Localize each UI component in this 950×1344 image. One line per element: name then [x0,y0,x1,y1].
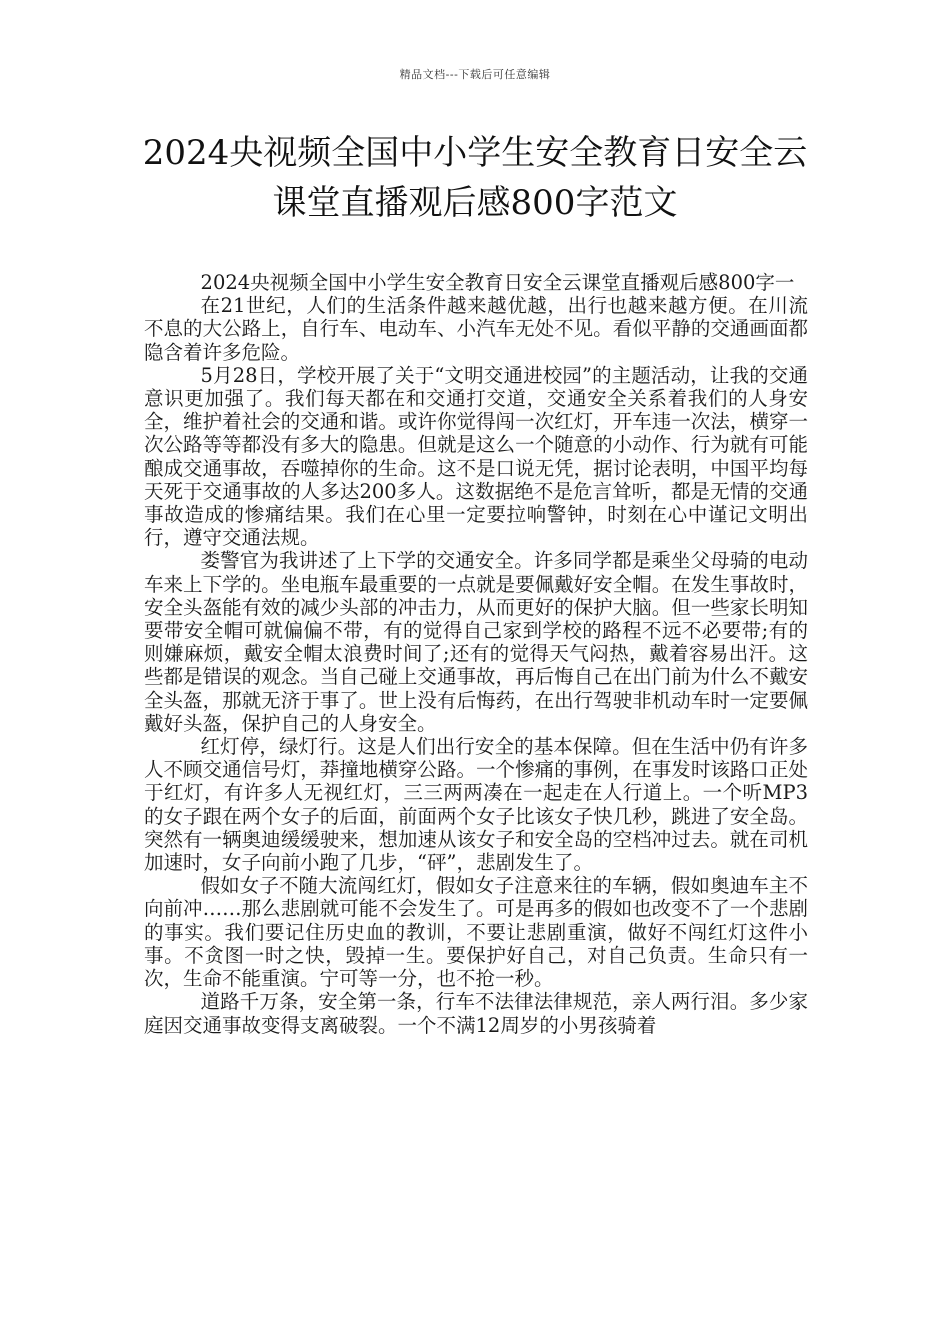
paragraph: 假如女子不随大流闯红灯，假如女子注意来往的车辆，假如奥迪车主不向前冲……那么悲剧就可能不会发生了。可是再多的假如也改变不了一个悲剧的事实。我们要记住历史血的教训，不要让悲剧重演，做好不闯红灯这件小事。不贪图一时之快，毁掉一生。要保护好自己，对自己负责。生命只有一次，生命不能重演。宁可等一分，也不抢一秒。 [144,874,808,991]
paragraph: 5月28日，学校开展了关于“文明交通进校园”的主题活动，让我的交通意识更加强了。我们每天都在和交通打交道，交通安全关系着我们的人身安全，维护着社会的交通和谐。或许你觉得闯一次红灯，开车违一次法，横穿一次公路等等都没有多大的隐患。但就是这么一个随意的小动作、行为就有可能酿成交通事故，吞噬掉你的生命。这不是口说无凭，据讨论表明，中国平均每天死于交通事故的人多达200多人。这数据绝不是危言耸听，都是无情的交通事故造成的惨痛结果。我们在心里一定要拉响警钟，时刻在心中谨记文明出行，遵守交通法规。 [144,363,808,550]
document-title: 2024央视频全国中小学生安全教育日安全云课堂直播观后感800字范文 [142,133,808,223]
paragraph: 红灯停，绿灯行。这是人们出行安全的基本保障。但在生活中仍有许多人不顾交通信号灯，莽撞地横穿公路。一个惨痛的事例，在事发时该路口正处于红灯，有许多人无视红灯，三三两两凑在一起走在人行道上。一个听MP3的女子跟在两个女子的后面，前面两个女子比该女子快几秒，跳进了安全岛。突然有一辆奥迪缓缓驶来，想加速从该女子和安全岛的空档冲过去。就在司机加速时，女子向前小跑了几步，“砰”，悲剧发生了。 [144,735,808,875]
paragraph: 在21世纪，人们的生活条件越来越优越，出行也越来越方便。在川流不息的大公路上，自行车、电动车、小汽车无处不见。看似平静的交通画面都隐含着许多危险。 [144,294,808,364]
page-header: 精品文档---下载后可任意编辑 [399,68,551,81]
paragraph-subtitle: 2024央视频全国中小学生安全教育日安全云课堂直播观后感800字一 [200,271,795,294]
paragraph: 道路千万条，安全第一条，行车不法律法律规范，亲人两行泪。多少家庭因交通事故变得支离破裂。一个不满12周岁的小男孩骑着 [144,990,808,1037]
document-body [144,271,808,1037]
paragraph: 娄警官为我讲述了上下学的交通安全。许多同学都是乘坐父母骑的电动车来上下学的。坐电瓶车最重要的一点就是要佩戴好安全帽。在发生事故时，安全头盔能有效的减少头部的冲击力，从而更好的保护大脑。但一些家长明知要带安全帽可就偏偏不带，有的觉得自己家到学校的路程不远不必要带;有的则嫌麻烦，戴安全帽太浪费时间了;还有的觉得天气闷热，戴着容易出汗。这些都是错误的观念。当自己碰上交通事故，再后悔自己在出门前为什么不戴安全头盔，那就无济于事了。世上没有后悔药，在出行驾驶非机动车时一定要佩戴好头盔，保护自己的人身安全。 [144,549,808,735]
